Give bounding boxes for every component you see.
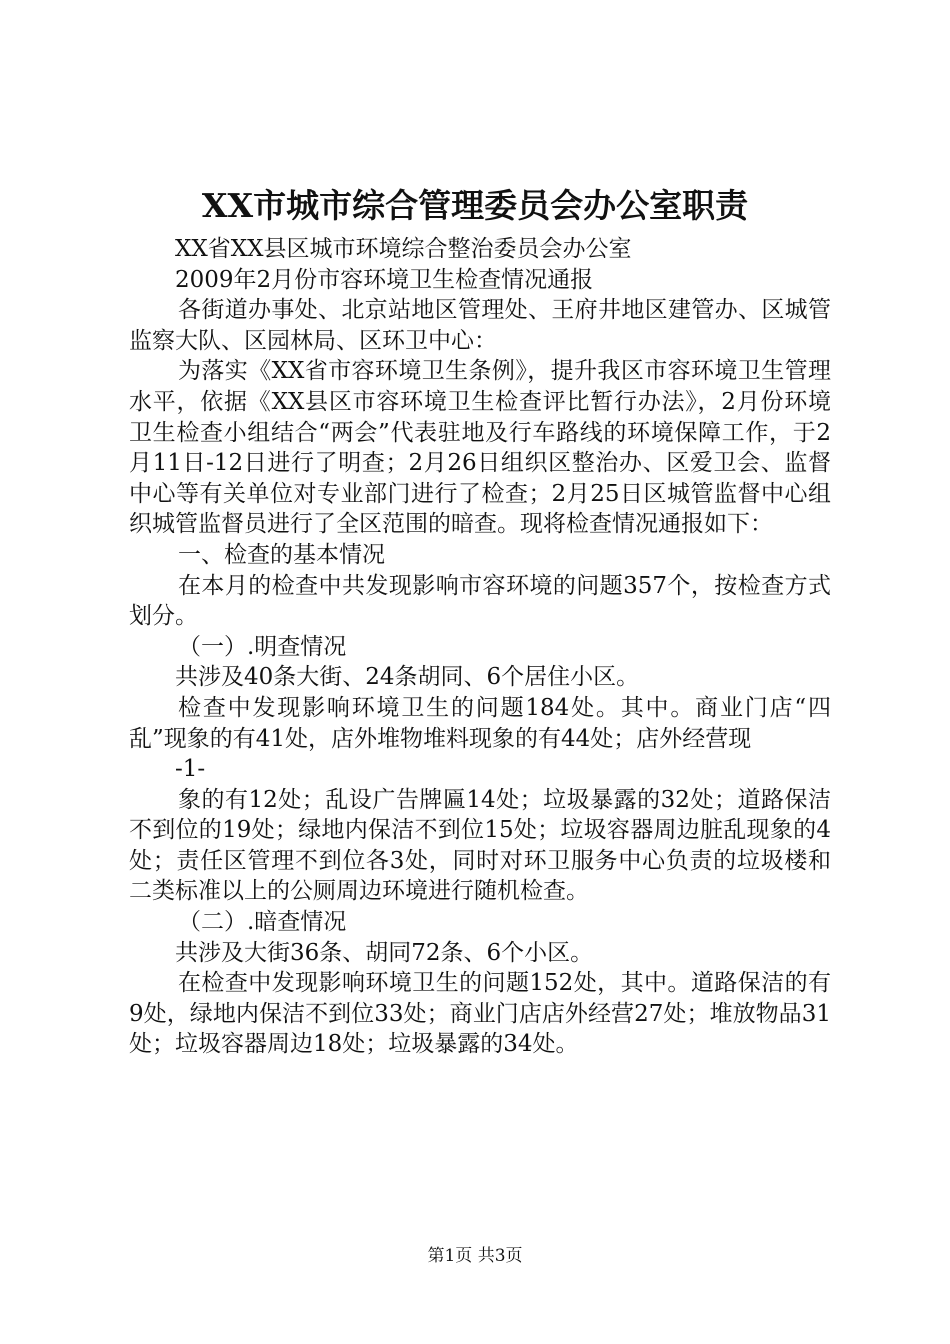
page-footer: 第1页 共3页 — [427, 1246, 523, 1266]
recipients-paragraph: 各街道办事处、北京站地区管理处、王府井地区建管办、区城管监察大队、区园林局、区环卫中心： — [129, 297, 831, 354]
inline-page-number: -1- — [175, 756, 206, 783]
section-heading-basic: 一、检查的基本情况 — [178, 541, 385, 568]
subheading-covert-inspection: （二）.暗查情况 — [178, 909, 347, 936]
covert-inspection-scope: 共涉及大街36条、胡同72条、6个小区。 — [175, 939, 594, 966]
document-title: XX市城市综合管理委员会办公室职责 — [201, 186, 749, 225]
document-body — [129, 234, 831, 1060]
summary-paragraph: 在本月的检查中共发现影响市容环境的问题357个，按检查方式划分。 — [129, 572, 831, 630]
covert-inspection-findings: 在检查中发现影响环境卫生的问题152处，其中。道路保洁的有9处，绿地内保洁不到位33处；商业门店店外经营27处；堆放物品31处；垃圾容器周边18处；垃圾暴露的34处。 — [129, 970, 831, 1058]
notice-title-line: 2009年2月份市容环境卫生检查情况通报 — [175, 266, 594, 293]
issuer-line: XX省XX县区城市环境综合整治委员会办公室 — [175, 236, 632, 262]
subheading-open-inspection: （一）.明查情况 — [178, 633, 347, 660]
intro-paragraph: 为落实《XX省市容环境卫生条例》，提升我区市容环境卫生管理水平，依据《XX县区市容环境卫生检查评比暂行办法》，2月份环境卫生检查小组结合“两会”代表驻地及行车路线的环境保障工作，于2月11日-12日进行了明查；2月26日组织区整治办、区爱卫会、监督中心等有关单位对专业部门进行了检查；2月25日区城管监督中心组织城管监督员进行了全区范围的暗查。现将检查情况通报如下： — [129, 358, 831, 538]
open-inspection-findings: 检查中发现影响环境卫生的问题184处。其中。商业门店“四乱”现象的有41处，店外堆物堆料现象的有44处；店外经营现 — [129, 694, 831, 752]
open-inspection-findings-continued: 象的有12处；乱设广告牌匾14处；垃圾暴露的32处；道路保洁不到位的19处；绿地内保洁不到位15处；垃圾容器周边脏乱现象的4处；责任区管理不到位各3处，同时对环卫服务中心负责的垃圾楼和二类标准以上的公厕周边环境进行随机检查。 — [129, 786, 831, 905]
open-inspection-scope: 共涉及40条大街、24条胡同、6个居住小区。 — [175, 664, 640, 691]
